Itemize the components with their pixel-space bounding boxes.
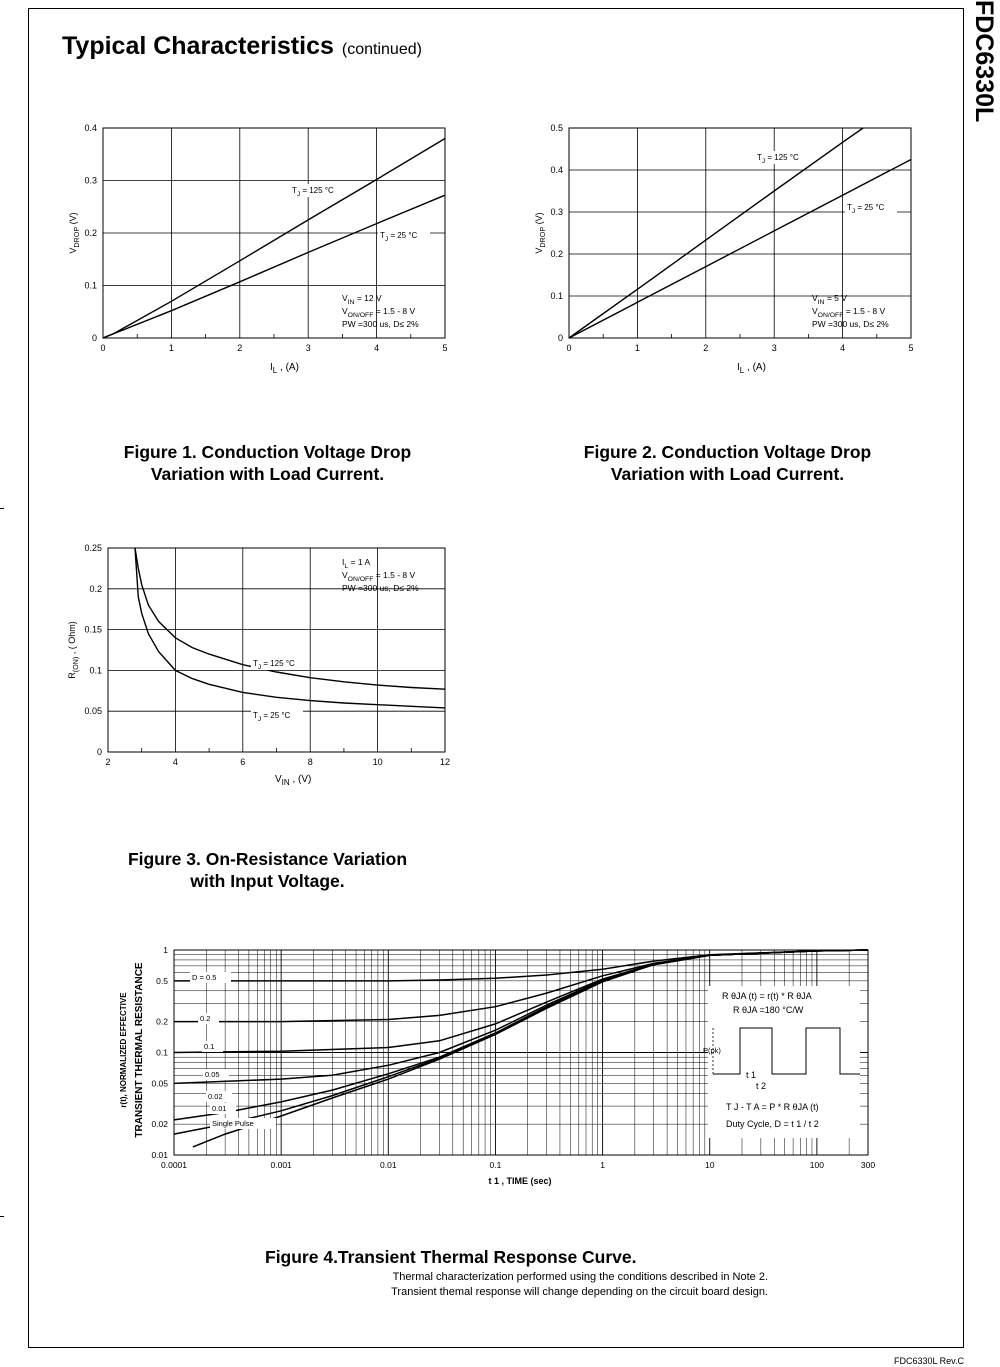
fig1-condition-0: $V_{IN}$ = 12 V <box>342 293 382 306</box>
fig3-x-tick-label: 2 <box>105 757 111 767</box>
fig2-x-tick-label: 4 <box>840 343 846 353</box>
fig4-series-label-1: 0.2 <box>200 1014 211 1023</box>
fig1-x-tick-label: 2 <box>237 343 243 353</box>
fig4-duty-cycle: Duty Cycle, D = t 1 / t 2 <box>726 1119 819 1129</box>
fig4-x-tick-label: 1 <box>600 1160 605 1170</box>
fig4-series-label-6: Single Pulse <box>212 1119 254 1128</box>
caption-fig2-line2: Variation with Load Current. <box>610 464 845 484</box>
fig1-y-tick-label: 0.2 <box>84 228 97 238</box>
fig2-series-label-1: $T_J = 25$ °C <box>847 203 885 215</box>
fig1-x-tick-label: 1 <box>168 343 174 353</box>
fig4-x-tick-label: 0.0001 <box>161 1160 187 1170</box>
fig4-series-label-5: 0.01 <box>212 1104 227 1113</box>
fig2-x-tick-label: 3 <box>771 343 777 353</box>
fig4-plot <box>151 945 875 1170</box>
fig4-y-tick-label: 0.05 <box>151 1078 168 1089</box>
fig3-x-tick-label: 10 <box>372 757 383 767</box>
fig4-series-label-2: 0.1 <box>204 1042 215 1051</box>
fig3-xlabel: $V_{IN}$ , (V) <box>275 774 312 787</box>
fig2-x-tick-label: 1 <box>634 343 640 353</box>
caption-fig2 <box>560 441 895 485</box>
page-title-suffix: (continued) <box>341 41 422 58</box>
fig4-x-tick-label: 300 <box>860 1160 876 1170</box>
fig3-condition-1: $V_{ON/OFF} = 1.5 - 8$ V <box>342 570 416 583</box>
fig4-y-tick-label: 0.01 <box>151 1150 168 1160</box>
fig4-series-label-3: 0.05 <box>205 1070 220 1079</box>
fig2-y-tick-label: 0.3 <box>550 207 563 217</box>
fig2-y-tick-label: 0 <box>557 333 563 343</box>
footer-rev: FDC6330L Rev.C <box>893 1356 964 1366</box>
part-number-text: FDC6330L <box>970 0 998 123</box>
caption-fig2-line1: Figure 2. Conduction Voltage Drop <box>583 442 872 462</box>
fig2-x-tick-label: 2 <box>703 343 709 353</box>
fig3-x-tick-label: 8 <box>307 757 313 767</box>
fig4-x-tick-label: 10 <box>704 1160 715 1170</box>
fig1-x-tick-label: 5 <box>442 343 448 353</box>
fig2-y-tick-label: 0.1 <box>550 291 563 301</box>
fig4-eq2: R θJA =180 °C/W <box>733 1005 804 1015</box>
fig4-note-line2: Transient themal response will change depending on the circuit board design. <box>391 1286 768 1298</box>
fig4-xlabel: t 1 , TIME (sec) <box>488 1176 552 1186</box>
fig3-y-tick-label: 0.05 <box>84 706 102 717</box>
fig1-x-tick-label: 3 <box>305 343 311 353</box>
fig3-x-tick-label: 12 <box>439 757 451 767</box>
fig4-x-tick-label: 100 <box>809 1160 824 1170</box>
fig3-x-tick-label: 6 <box>240 757 246 767</box>
fig2-series-label-0: $T_J = 125$ °C <box>757 153 799 165</box>
fig4-ylabel-line1: TRANSIENT THERMAL RESISTANCE <box>134 962 145 1138</box>
fig4-annotation-box <box>703 986 860 1138</box>
fig3-series-label-0: $T_J = 125$ °C <box>253 659 295 671</box>
fig4-note <box>300 1270 768 1300</box>
fig3-condition-0: $I_L = 1$ A <box>342 557 371 570</box>
fig3-y-tick-label: 0.25 <box>84 543 102 553</box>
fig3-y-tick-label: 0.15 <box>84 624 102 635</box>
fig1-condition-2: PW =300 us, D≤ 2% <box>342 319 419 329</box>
caption-fig3-line2: with Input Voltage. <box>190 871 345 891</box>
fig1-series-label-1: $T_J = 25$ °C <box>380 231 418 243</box>
fig4-y-tick-label: 1 <box>163 945 168 955</box>
fig3-ylabel: $R_{(ON)}$ , ( Ohm) <box>67 621 80 679</box>
fig2-y-tick-label: 0.5 <box>550 123 563 133</box>
fig2-ylabel: $V_{DROP}$ (V) <box>534 212 547 254</box>
fig4-ppk-label: P(pk) <box>703 1046 721 1055</box>
fig4-x-tick-label: 0.01 <box>380 1160 397 1170</box>
fig1-y-tick-label: 0.3 <box>84 175 97 186</box>
fig1-series-label-0: $T_J = 125$ °C <box>292 186 334 198</box>
fig4-y-tick-label: 0.2 <box>156 1016 168 1027</box>
page-title-text: Typical Characteristics <box>62 32 334 60</box>
fig3-y-tick-label: 0 <box>96 747 102 757</box>
fig1-condition-1: $V_{ON/OFF} = 1.5 - 8$ V <box>342 306 416 319</box>
fig1-series-line-1 <box>103 195 445 338</box>
caption-fig1-line1: Figure 1. Conduction Voltage Drop <box>123 442 412 462</box>
fig3-x-tick-label: 4 <box>172 757 178 767</box>
fig2-y-tick-label: 0.4 <box>550 165 563 175</box>
caption-fig1 <box>100 441 435 485</box>
caption-fig3-line1: Figure 3. On-Resistance Variation <box>127 849 408 869</box>
fig2-x-tick-label: 0 <box>566 343 572 353</box>
fig4-series-label-0: D = 0.5 <box>192 973 217 982</box>
fig1-x-tick-label: 4 <box>374 343 380 353</box>
fig3-condition-2: PW =300 us, D≤ 2% <box>342 583 419 593</box>
fig3-series-label-1: $T_J = 25$ °C <box>253 711 291 723</box>
fig4-t2-label: t 2 <box>756 1081 767 1091</box>
fig3-y-tick-label: 0.1 <box>89 665 102 676</box>
fig2-x-tick-label: 5 <box>908 343 914 353</box>
fig2-series-line-0 <box>569 128 863 338</box>
fig4-eq3: T J - T A = P * R θJA (t) <box>726 1102 819 1112</box>
fig1-y-tick-label: 0 <box>91 333 97 343</box>
fig1-xlabel: $I_L$ , (A) <box>270 362 299 375</box>
fig4-eq1: R θJA (t) = r(t) * R θJA <box>722 991 812 1001</box>
fig2-condition-1: $V_{ON/OFF} = 1.5 - 8$ V <box>812 306 886 319</box>
caption-fig3 <box>100 848 435 892</box>
fig4-y-tick-label: 0.1 <box>156 1047 168 1058</box>
fig4-y-tick-label: 0.02 <box>151 1119 168 1130</box>
fig2-xlabel: $I_L$ , (A) <box>737 362 766 375</box>
fig4-x-tick-label: 0.1 <box>489 1160 502 1170</box>
fig4-x-tick-label: 0.001 <box>270 1160 292 1170</box>
fig4-series-label-4: 0.02 <box>208 1092 223 1101</box>
fig3-y-tick-label: 0.2 <box>89 583 102 594</box>
fig1-x-tick-label: 0 <box>100 343 106 353</box>
fig4-t1-label: t 1 <box>746 1070 757 1080</box>
fig1-y-tick-label: 0.4 <box>84 123 97 133</box>
caption-fig1-line2: Variation with Load Current. <box>150 464 385 484</box>
fig1-ylabel: $V_{DROP}$ (V) <box>68 212 81 254</box>
fig2-y-tick-label: 0.2 <box>550 249 563 259</box>
fig4-ylabel-line2: r(t), NORMALIZED EFFECTIVE <box>119 992 128 1108</box>
fig4-note-line1: Thermal characterization performed using the conditions described in Note 2. <box>392 1271 768 1283</box>
fig2-condition-2: PW =300 us, D≤ 2% <box>812 319 889 329</box>
fig1-y-tick-label: 0.1 <box>84 280 97 291</box>
fig2-condition-0: $V_{IN}$ = 5 V <box>812 293 847 306</box>
caption-fig4: Figure 4.Transient Thermal Response Curve. <box>265 1247 637 1267</box>
fig4-y-tick-label: 0.5 <box>156 975 168 986</box>
